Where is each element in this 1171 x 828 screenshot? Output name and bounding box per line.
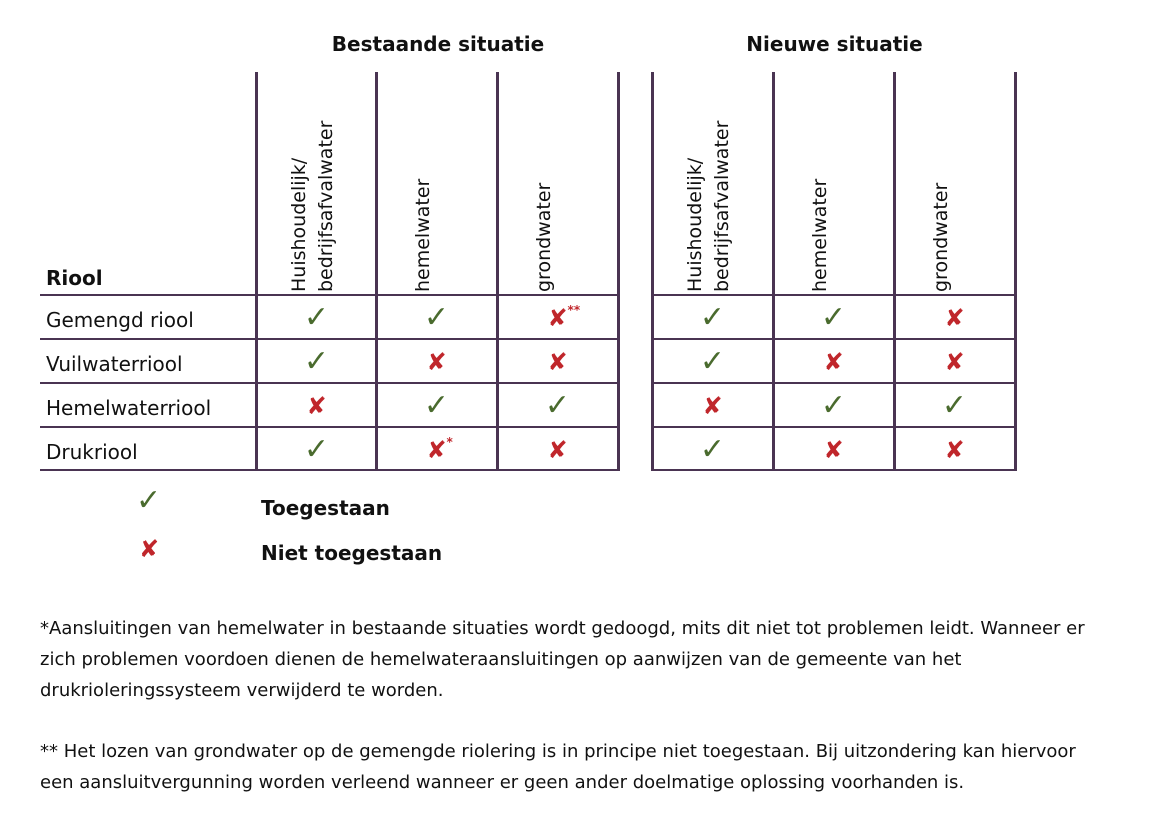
table-cell [376, 296, 497, 340]
cross-icon: ✘ [426, 348, 447, 376]
check-icon: ✓ [303, 344, 330, 379]
table-cell [376, 384, 497, 428]
legend-allowed-label: Toegestaan [261, 496, 390, 520]
table-cell [773, 296, 894, 340]
check-icon: ✓ [699, 344, 726, 379]
table-cell [376, 340, 497, 384]
column-header [807, 179, 834, 292]
table-cell [652, 340, 773, 384]
footnote-single-star: *Aansluitingen van hemelwater in bestaande situaties wordt gedoogd, mits dit niet tot problemen leidt. Wanneer er zich problemen voordoen dienen de hemelwateraansluitingen op aanwijzen van de gemeente van het drukrioleringssysteem verwijderd te worden. [40, 618, 1085, 701]
check-icon: ✓ [699, 300, 726, 335]
column-header-line: Huishoudelijk/ [684, 157, 706, 292]
table-cell [497, 340, 618, 384]
table-cell [773, 340, 894, 384]
table-cell [376, 428, 497, 472]
column-header-line: hemelwater [412, 178, 434, 292]
legend-check-icon: ✓ [136, 483, 162, 518]
column-header-line: grondwater [533, 182, 555, 292]
table-cell [652, 384, 773, 428]
column-header-line: grondwater [930, 182, 952, 292]
cross-icon: ✘ [944, 436, 965, 464]
check-icon: ✓ [820, 300, 847, 335]
group-title-nieuwe: Nieuwe situatie [746, 32, 923, 56]
table-cell [652, 296, 773, 340]
riool-header: Riool [46, 266, 103, 290]
check-icon: ✓ [303, 432, 330, 467]
group-title-bestaande: Bestaande situatie [331, 32, 545, 56]
check-icon: ✓ [303, 300, 330, 335]
table-cell [497, 384, 618, 428]
table-cell [256, 296, 377, 340]
table-cell [652, 428, 773, 472]
table-cell [773, 384, 894, 428]
check-icon: ✓ [423, 388, 450, 423]
table-cell [256, 384, 377, 428]
legend-cross-icon: ✘ [139, 535, 160, 563]
footnote-double-star: ** Het lozen van grondwater op de gemengde riolering is in principe niet toegestaan. Bij uitzondering kan hiervoor een aansluitvergunning worden verleend wanneer er geen ander doelmatige oplossing voorhanden is. [40, 741, 1076, 793]
column-header [410, 179, 437, 292]
cross-icon: ✘ [547, 436, 568, 464]
table-cell [256, 428, 377, 472]
table-cell [894, 340, 1015, 384]
column-header-line: bedrijfsafvalwater [711, 120, 733, 292]
cross-icon: ✘ [944, 348, 965, 376]
column-header [682, 121, 736, 292]
column-header [531, 183, 558, 292]
row-label: Drukriool [46, 440, 138, 464]
column-header-line: Huishoudelijk/ [288, 157, 310, 292]
cross-icon: ✘ [823, 348, 844, 376]
cross-icon: ✘ * [426, 438, 446, 462]
check-icon: ✓ [699, 432, 726, 467]
footnote-marker: * [446, 435, 453, 449]
legend-denied-label: Niet toegestaan [261, 541, 443, 565]
column-header [286, 121, 340, 292]
row-label: Gemengd riool [46, 308, 194, 332]
row-label: Vuilwaterriool [46, 352, 183, 376]
cross-icon: ✘ [547, 348, 568, 376]
cross-icon: ✘ [306, 392, 327, 420]
check-icon: ✓ [820, 388, 847, 423]
check-icon: ✓ [423, 300, 450, 335]
cross-icon: ✘ [823, 436, 844, 464]
cross-icon: ✘ [944, 304, 965, 332]
check-icon: ✓ [941, 388, 968, 423]
column-header [928, 183, 955, 292]
table-cell [894, 428, 1015, 472]
table-cell [894, 384, 1015, 428]
table-cell [497, 296, 618, 340]
cross-icon: ✘ ** [547, 306, 567, 330]
table-cell [256, 340, 377, 384]
table-cell [894, 296, 1015, 340]
table-cell [497, 428, 618, 472]
footnote-marker: ** [567, 303, 581, 317]
row-label: Hemelwaterriool [46, 396, 212, 420]
cross-icon: ✘ [702, 392, 723, 420]
column-header-line: hemelwater [809, 178, 831, 292]
check-icon: ✓ [544, 388, 571, 423]
column-header-line: bedrijfsafvalwater [315, 120, 337, 292]
table-cell [773, 428, 894, 472]
